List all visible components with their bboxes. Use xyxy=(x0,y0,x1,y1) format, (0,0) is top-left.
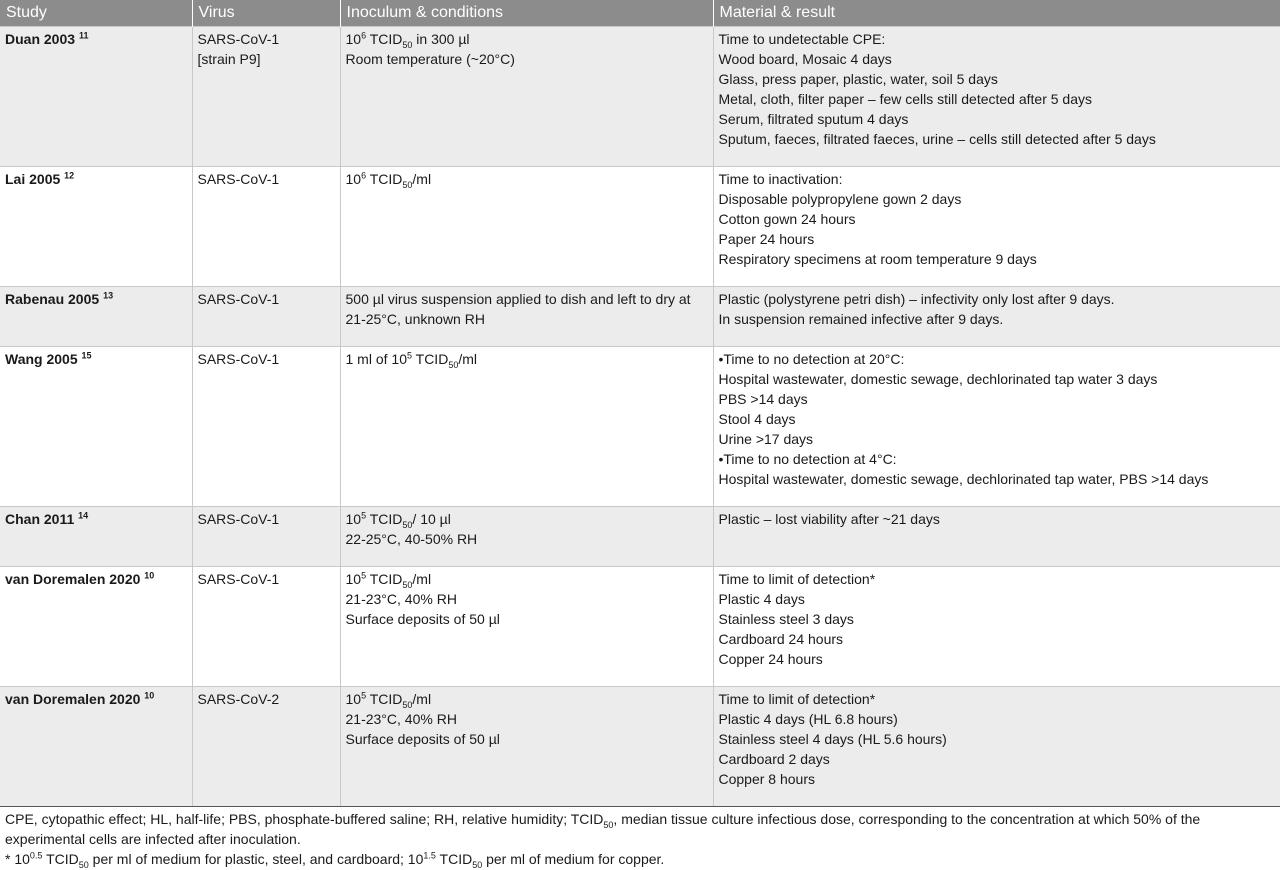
header-result: Material & result xyxy=(713,0,1280,27)
study-name: van Doremalen 2020 xyxy=(5,571,141,587)
table-header xyxy=(0,0,1280,27)
cell-inoculum xyxy=(340,167,713,287)
inoculum-line: $10^6$ $TCID_{50}$ in 300 µl xyxy=(345,30,470,50)
result-line: Serum, filtrated sputum 4 days xyxy=(718,111,909,127)
study-ref: 10 xyxy=(144,570,155,581)
result-line: Respiratory specimens at room temperature 9 days xyxy=(718,251,1037,267)
study-ref: 12 xyxy=(64,170,75,181)
result-line: Cardboard 2 days xyxy=(718,751,830,767)
inoculum-line: Surface deposits of 50 µl xyxy=(345,731,500,747)
result-line: Glass, press paper, plastic, water, soil 5 days xyxy=(718,71,998,87)
result-line: Wood board, Mosaic 4 days xyxy=(718,51,892,67)
virus-line: [strain P9] xyxy=(197,51,261,67)
cell-study xyxy=(0,567,192,687)
cell-inoculum xyxy=(340,567,713,687)
table-row xyxy=(0,567,1280,687)
footnote: * $10^{0.5}$ $TCID_{50}$ per ml of medium for plastic, steel, and cardboard; $10^{1.5}$ $TCID_{50}$ per ml of medium for copper. xyxy=(5,850,665,870)
result-line: Sputum, faeces, filtrated faeces, urine – cells still detected after 5 days xyxy=(718,131,1156,147)
cell-study xyxy=(0,287,192,347)
result-line: PBS >14 days xyxy=(718,391,808,407)
study-name: Chan 2011 xyxy=(5,511,75,527)
cell-inoculum xyxy=(340,507,713,567)
cell-study xyxy=(0,27,192,167)
result-line: Urine >17 days xyxy=(718,431,814,447)
cell-inoculum xyxy=(340,687,713,807)
table-body xyxy=(0,27,1280,807)
inoculum-line: 21-23°C, 40% RH xyxy=(345,711,457,727)
inoculum-line: $10^5$ $TCID_{50}/$ 10 µl xyxy=(345,510,451,530)
inoculum-line: Room temperature (~20°C) xyxy=(345,51,515,67)
cell-result xyxy=(713,167,1280,287)
table-footnotes xyxy=(0,807,1280,869)
cell-virus xyxy=(192,567,340,687)
study-name: Wang 2005 xyxy=(5,351,78,367)
table-row xyxy=(0,27,1280,167)
table-row xyxy=(0,507,1280,567)
result-line: Hospital wastewater, domestic sewage, dechlorinated tap water 3 days xyxy=(718,371,1158,387)
study-ref: 15 xyxy=(81,350,92,361)
study-ref: 10 xyxy=(144,690,155,701)
cell-inoculum xyxy=(340,27,713,167)
result-line: Copper 8 hours xyxy=(718,771,816,787)
result-line: Plastic – lost viability after ~21 days xyxy=(718,511,940,527)
inoculum-line: 21-23°C, 40% RH xyxy=(345,591,457,607)
cell-virus xyxy=(192,347,340,507)
cell-virus xyxy=(192,687,340,807)
cell-result xyxy=(713,507,1280,567)
study-name: Rabenau 2005 xyxy=(5,291,100,307)
virus-line: SARS-CoV-1 xyxy=(197,171,280,187)
table-row xyxy=(0,287,1280,347)
cell-virus xyxy=(192,507,340,567)
result-line: Plastic (polystyrene petri dish) – infectivity only lost after 9 days. xyxy=(718,291,1115,307)
header-study: Study xyxy=(0,0,192,27)
inoculum-line: 500 µl virus suspension applied to dish and left to dry at xyxy=(345,291,691,307)
result-line: Cotton gown 24 hours xyxy=(718,211,856,227)
virus-line: SARS-CoV-1 xyxy=(197,571,280,587)
inoculum-line: $10^5$ $TCID_{50}/ml$ xyxy=(345,570,432,590)
study-name: Lai 2005 xyxy=(5,171,61,187)
study-ref: 14 xyxy=(78,510,89,521)
cell-study xyxy=(0,507,192,567)
cell-result xyxy=(713,687,1280,807)
study-name: Duan 2003 xyxy=(5,31,76,47)
virus-line: SARS-CoV-1 xyxy=(197,291,280,307)
cell-inoculum xyxy=(340,347,713,507)
result-line: Plastic 4 days xyxy=(718,591,805,607)
cell-study xyxy=(0,687,192,807)
result-line: •Time to no detection at 20°C: xyxy=(718,351,905,367)
table-row xyxy=(0,167,1280,287)
header-virus: Virus xyxy=(192,0,340,27)
cell-result xyxy=(713,567,1280,687)
cell-virus xyxy=(192,287,340,347)
study-name: van Doremalen 2020 xyxy=(5,691,141,707)
table-row xyxy=(0,687,1280,807)
result-line: Time to limit of detection* xyxy=(718,571,876,587)
result-line: Cardboard 24 hours xyxy=(718,631,844,647)
study-ref: 11 xyxy=(78,30,89,41)
virus-line: SARS-CoV-1 xyxy=(197,31,280,47)
table-row xyxy=(0,347,1280,507)
header-row xyxy=(0,0,1280,27)
inoculum-line: $10^5$ $TCID_{50}/ml$ xyxy=(345,690,432,710)
result-line: Metal, cloth, filter paper – few cells still detected after 5 days xyxy=(718,91,1093,107)
result-line: •Time to no detection at 4°C: xyxy=(718,451,897,467)
result-line: Stainless steel 4 days (HL 5.6 hours) xyxy=(718,731,947,747)
cell-virus xyxy=(192,167,340,287)
cell-study xyxy=(0,347,192,507)
result-line: Stainless steel 3 days xyxy=(718,611,854,627)
inoculum-line: 1 ml of $10^5$ $TCID_{50}/ml$ xyxy=(345,350,477,370)
result-line: In suspension remained infective after 9 days. xyxy=(718,311,1004,327)
result-line: Paper 24 hours xyxy=(718,231,815,247)
inoculum-line: Surface deposits of 50 µl xyxy=(345,611,500,627)
study-ref: 13 xyxy=(103,290,114,301)
cell-inoculum xyxy=(340,287,713,347)
virus-line: SARS-CoV-1 xyxy=(197,511,280,527)
result-line: Copper 24 hours xyxy=(718,651,823,667)
result-line: Disposable polypropylene gown 2 days xyxy=(718,191,962,207)
inoculum-line: 22-25°C, 40-50% RH xyxy=(345,531,478,547)
result-line: Stool 4 days xyxy=(718,411,796,427)
cell-result xyxy=(713,347,1280,507)
cell-result xyxy=(713,287,1280,347)
inoculum-line: 21-25°C, unknown RH xyxy=(345,311,485,327)
cell-virus xyxy=(192,27,340,167)
result-line: Time to undetectable CPE: xyxy=(718,31,886,47)
result-line: Time to limit of detection* xyxy=(718,691,876,707)
virus-line: SARS-CoV-2 xyxy=(197,691,280,707)
cell-result xyxy=(713,27,1280,167)
result-line: Plastic 4 days (HL 6.8 hours) xyxy=(718,711,898,727)
virus-line: SARS-CoV-1 xyxy=(197,351,280,367)
header-inoculum: Inoculum & conditions xyxy=(340,0,713,27)
inoculum-line: $10^6$ $TCID_{50}/ml$ xyxy=(345,170,432,190)
result-line: Time to inactivation: xyxy=(718,171,843,187)
cell-study xyxy=(0,167,192,287)
footnote: CPE, cytopathic effect; HL, half-life; PBS, phosphate-buffered saline; RH, relative humidity; $TCID_{50}$, median tissue culture infectious dose, corresponding to the concentration at which 50% of the experimental cells are infected after inoculation. xyxy=(5,811,1201,847)
result-line: Hospital wastewater, domestic sewage, dechlorinated tap water, PBS >14 days xyxy=(718,471,1209,487)
